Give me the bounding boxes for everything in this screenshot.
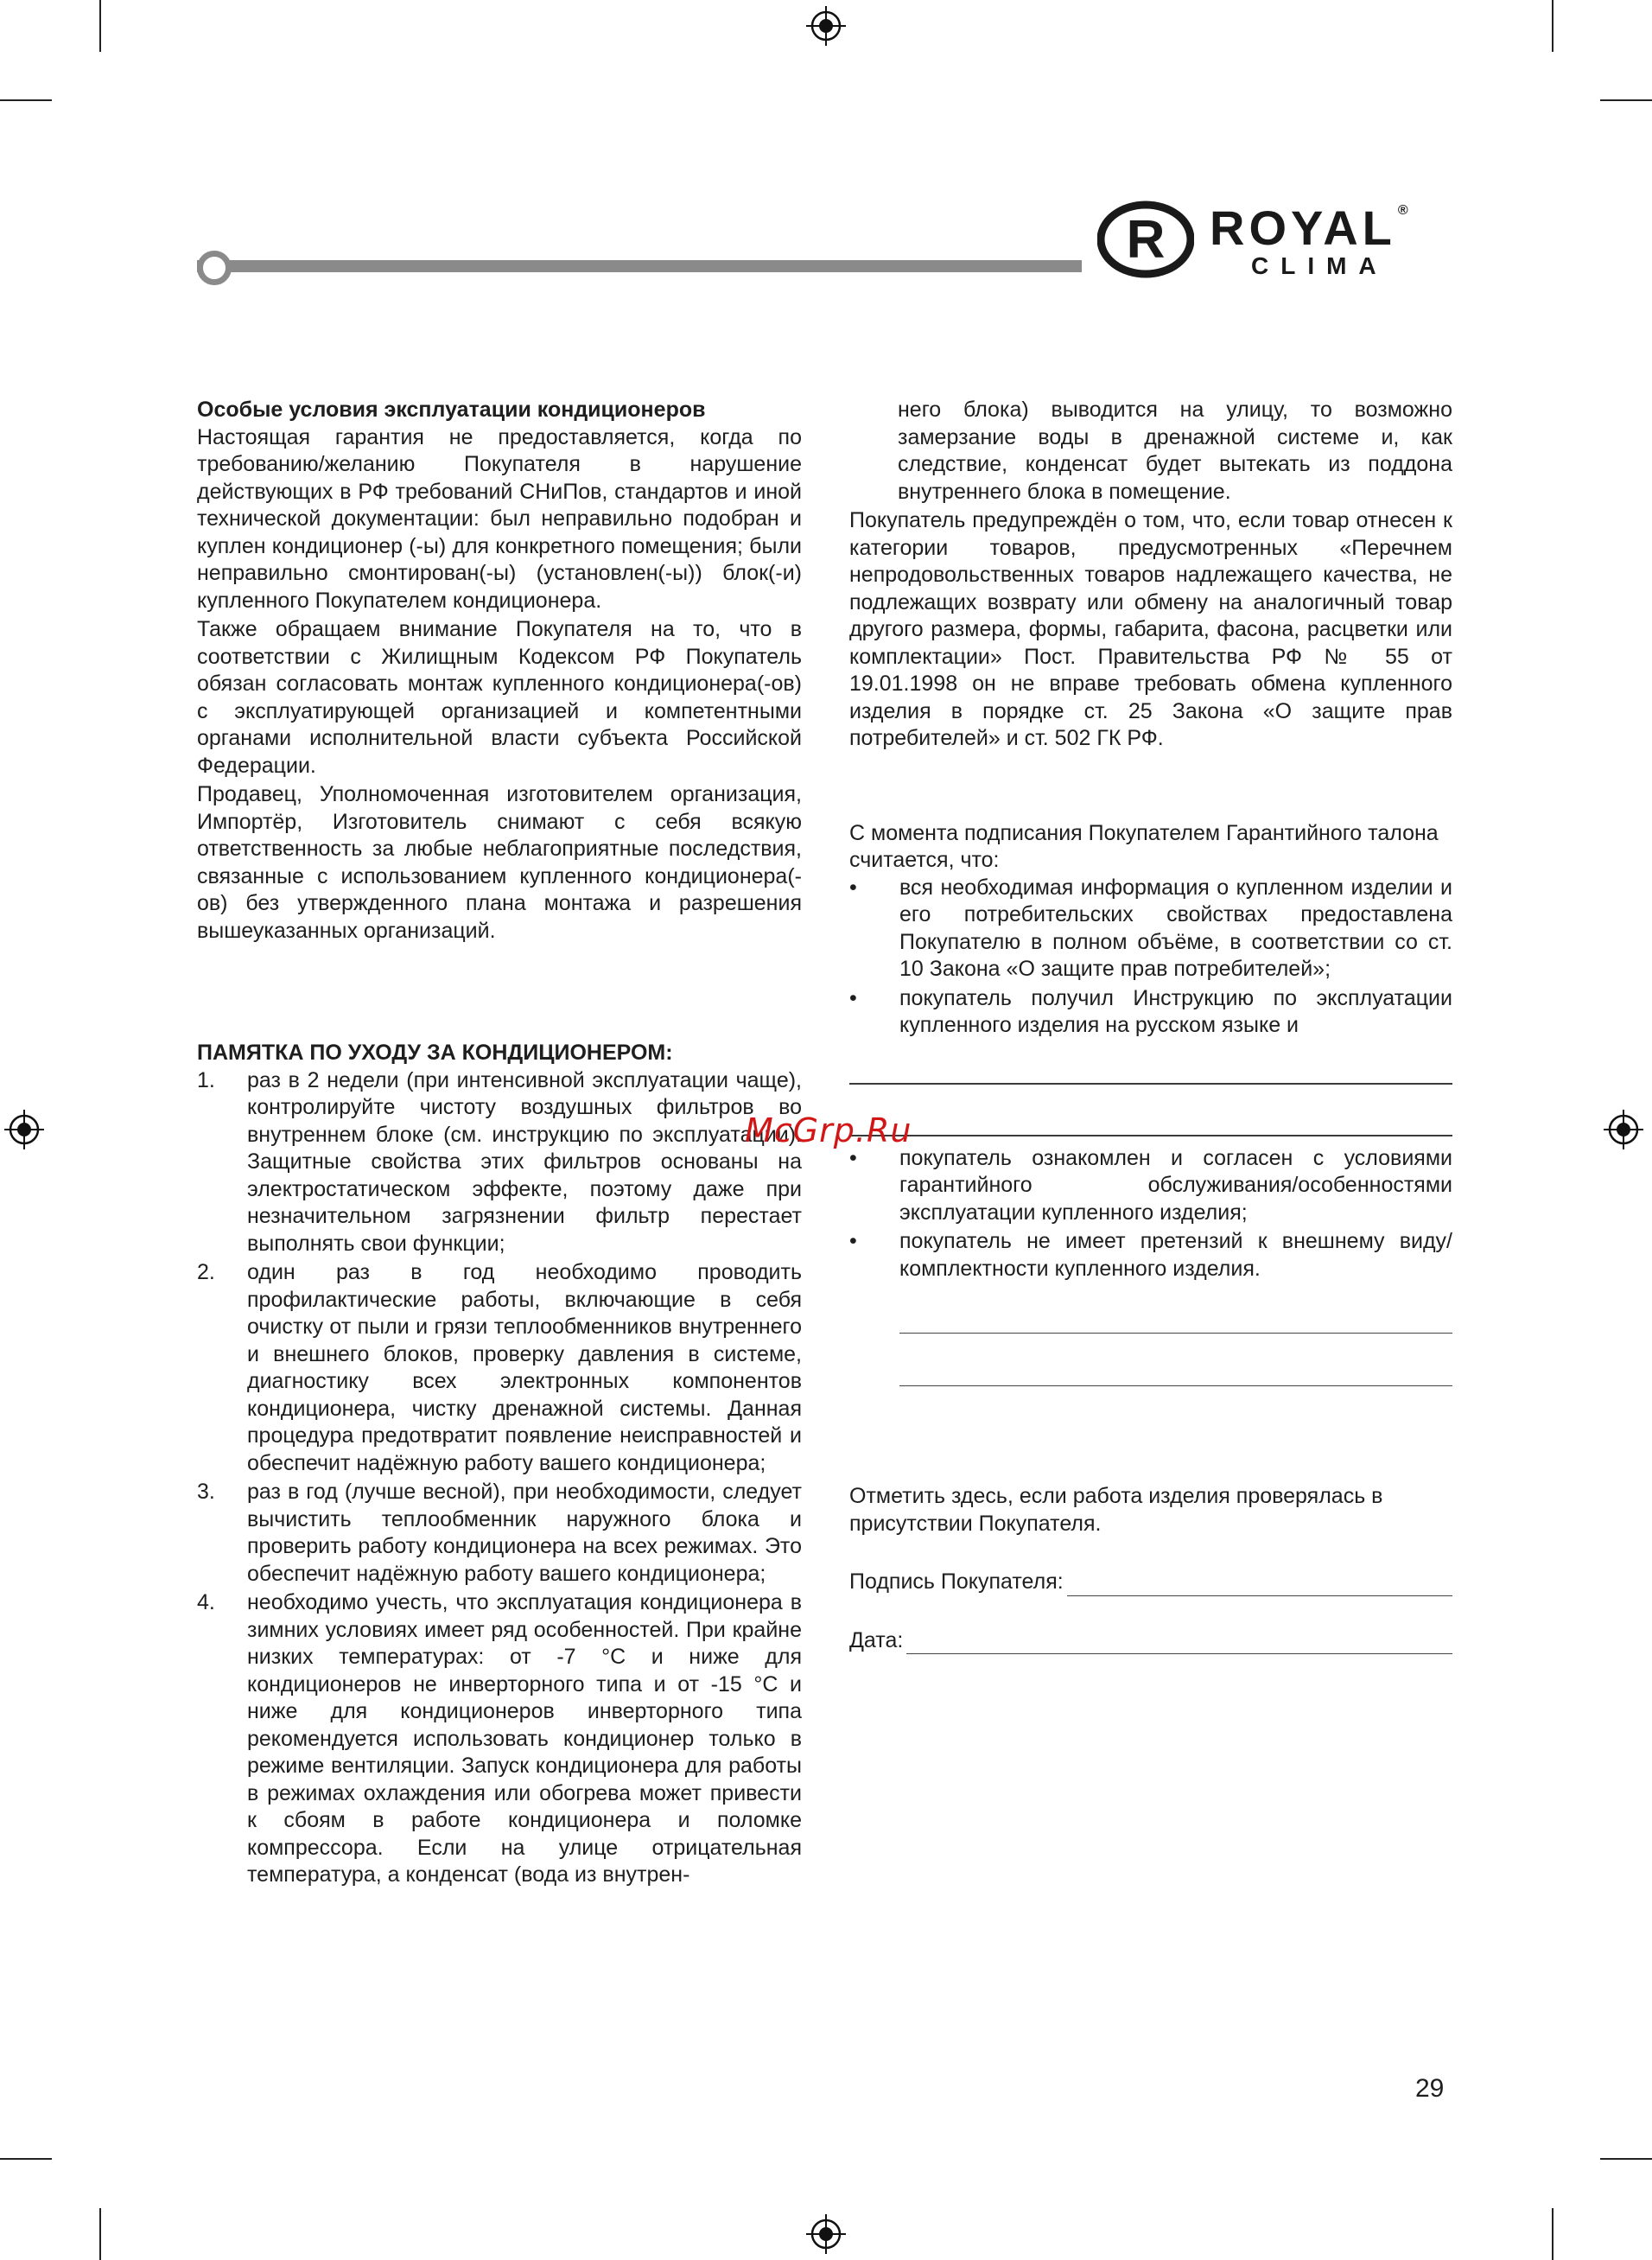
crop-mark xyxy=(0,99,52,101)
signature-line[interactable] xyxy=(1067,1573,1452,1596)
crop-mark xyxy=(0,2158,52,2160)
section-heading-care-memo: ПАМЯТКА ПО УХОДУ ЗА КОНДИЦИОНЕРОМ: xyxy=(197,1041,673,1065)
care-list xyxy=(197,1067,802,1889)
brand-logo xyxy=(1097,197,1460,283)
bullet-mark: • xyxy=(849,985,857,1010)
registered-mark: ® xyxy=(1397,203,1408,218)
registration-mark-icon xyxy=(1604,1110,1643,1149)
header-ring xyxy=(197,251,232,285)
date-label: Дата: xyxy=(849,1627,904,1652)
brand-sub: CLIMA xyxy=(1251,252,1388,279)
crop-mark xyxy=(1552,0,1554,52)
emblem-letter: R xyxy=(1126,210,1166,270)
list-item-text: раз в 2 недели (при интенсивной эксплуатации чаще), контролируйте чистоту воздушных фильтров во внутреннем блоке (см. инструкцию по эксплуатации). Защитные свойства этих фильтров основаны на электростатическом эффекте, поэтому даже при незначительном загрязнении фильтр перестает выполнять свои функции; xyxy=(247,1067,802,1256)
bullet-text: покупатель получил Инструкцию по эксплуатации купленного изделия на русском языке и xyxy=(899,985,1452,1037)
brand-name: ROYAL ® xyxy=(1210,201,1408,255)
right-column xyxy=(849,397,1452,1654)
left-column xyxy=(197,397,802,1889)
registration-mark-icon xyxy=(806,6,846,46)
bullet-mark: • xyxy=(849,1229,857,1253)
bullet-item xyxy=(849,875,1452,984)
date-field[interactable] xyxy=(849,1627,1452,1655)
list-number: 2. xyxy=(197,1260,215,1284)
crop-mark xyxy=(1552,2208,1554,2260)
crop-mark xyxy=(99,2208,101,2260)
watermark: McGrp.Ru xyxy=(745,1111,912,1149)
section-heading-special-conditions: Особые условия эксплуатации кондиционеров xyxy=(197,398,706,422)
signature-label: Подпись Покупателя: xyxy=(849,1569,1064,1594)
registration-mark-icon xyxy=(806,2214,846,2254)
list-item xyxy=(197,1479,802,1588)
bullet-mark: • xyxy=(849,1145,857,1170)
registration-mark-icon xyxy=(4,1110,44,1149)
list-item-text: необходимо учесть, что эксплуатация кондиционера в зимних условиях имеет ряд особенностей. При крайне низких температурах: от -7 °С и ниже для кондиционеров не инверторного типа и от -15 °С и ниже для кондиционеров инверторного типа рекомендуется использовать кондиционер только в режиме вентиляции. Запуск кондиционера для работы в режимах охлаждения или обогрева может привести к сбоям в работе кондиционера и поломке компрессора. Если на улице отрицательная температура, а конденсат (вода из внутрен- xyxy=(247,1590,802,1887)
paragraph: С момента подписания Покупателем Гарантийного талона считается, что: xyxy=(849,820,1439,872)
crop-mark xyxy=(99,0,101,52)
check-note: Отметить здесь, если работа изделия проверялась в присутствии Покупателя. xyxy=(849,1484,1383,1536)
continued-paragraph: него блока) выводится на улицу, то возможно замерзание воды в дренажной системе и, как следствие, конденсат будет вытекать из поддона внутреннего блока в помещение. xyxy=(898,398,1452,504)
bullet-mark: • xyxy=(849,875,857,900)
bullet-text: вся необходимая информация о купленном изделии и его потребительских свойствах предоставлена Покупателю в полном объёме, в соответствии со ст. 10 Закона «О защите прав потребителей»; xyxy=(899,875,1452,981)
list-item xyxy=(197,1259,802,1477)
paragraph: Продавец, Уполномоченная изготовителем организация, Импортёр, Изготовитель снимают с себя всякую ответственность за любые неблагоприятные последствия, связанные с использованием купленного кондиционера(-ов) без утвержденного плана монтажа и разрешения вышеуказанных организаций. xyxy=(197,782,802,943)
warranty-bullets-a xyxy=(849,875,1452,1040)
royal-emblem-icon xyxy=(1097,201,1194,278)
signature-field[interactable] xyxy=(849,1569,1452,1596)
bullet-item xyxy=(849,985,1452,1040)
fill-in-line[interactable] xyxy=(899,1333,1452,1334)
list-item xyxy=(197,1589,802,1889)
crop-mark xyxy=(1600,99,1652,101)
list-number: 4. xyxy=(197,1590,215,1614)
list-item-text: один раз в год необходимо проводить профилактические работы, включающие в себя очистку от пыли и грязи теплообменников внутреннего и внешнего блоков, проверку давления в системе, диагностику всех электронных компонентов кондиционера, чистку дренажной системы. Данная процедура предотвратит появление неисправностей и обеспечит надёжную работу вашего кондиционера; xyxy=(247,1260,802,1475)
paragraph: Покупатель предупреждён о том, что, если товар отнесен к категории товаров, предусмотренных «Перечнем непродовольственных товаров надлежащего качества, не подлежащих возврату или обмену на аналогичный товар другого размера, формы, габарита, фасона, расцветки или комплектации» Пост. Правительства РФ № 55 от 19.01.1998 он не вправе требовать обмена купленного изделия в порядке ст. 25 Закона «О защите прав потребителей» и ст. 502 ГК РФ. xyxy=(849,508,1452,750)
bullet-item xyxy=(849,1228,1452,1283)
bullet-text: покупатель не имеет претензий к внешнему виду/комплектности купленного изделия. xyxy=(899,1229,1452,1281)
page-number: 29 xyxy=(1415,2074,1445,2103)
date-line[interactable] xyxy=(906,1631,1452,1654)
paragraph: Настоящая гарантия не предоставляется, когда по требованию/желанию Покупателя в нарушение действующих в РФ требований СНиПов, стандартов и иной технической документации: был неправильно подобран и куплен кондиционер (-ы) для конкретного помещения; были неправильно смонтирован(-ы) (установлен(-ы)) блок(-и) купленного Покупателем кондиционера. xyxy=(197,424,802,613)
paragraph: Также обращаем внимание Покупателя на то, что в соответствии с Жилищным Кодексом РФ Покупатель обязан согласовать монтаж купленного кондиционера(-ов) с эксплуатирующей организацией и компетентными органами исполнительной власти субъекта Российской Федерации. xyxy=(197,617,802,778)
list-number: 3. xyxy=(197,1480,215,1504)
crop-mark xyxy=(1600,2158,1652,2160)
fill-in-line[interactable] xyxy=(849,1135,1452,1136)
list-number: 1. xyxy=(197,1067,215,1092)
list-item xyxy=(197,1067,802,1258)
warranty-bullets-b xyxy=(849,1145,1452,1283)
header-bar xyxy=(197,260,1082,272)
bullet-item xyxy=(849,1145,1452,1227)
fill-in-line[interactable] xyxy=(899,1385,1452,1386)
list-item-text: раз в год (лучше весной), при необходимости, следует вычистить теплообменник наружного блока и проверить работу кондиционера на всех режимах. Это обеспечит надёжную работу вашего кондиционера; xyxy=(247,1480,802,1586)
bullet-text: покупатель ознакомлен и согласен с условиями гарантийного обслуживания/особенностями эксплуатации купленного изделия; xyxy=(899,1145,1452,1225)
fill-in-line[interactable] xyxy=(849,1083,1452,1085)
